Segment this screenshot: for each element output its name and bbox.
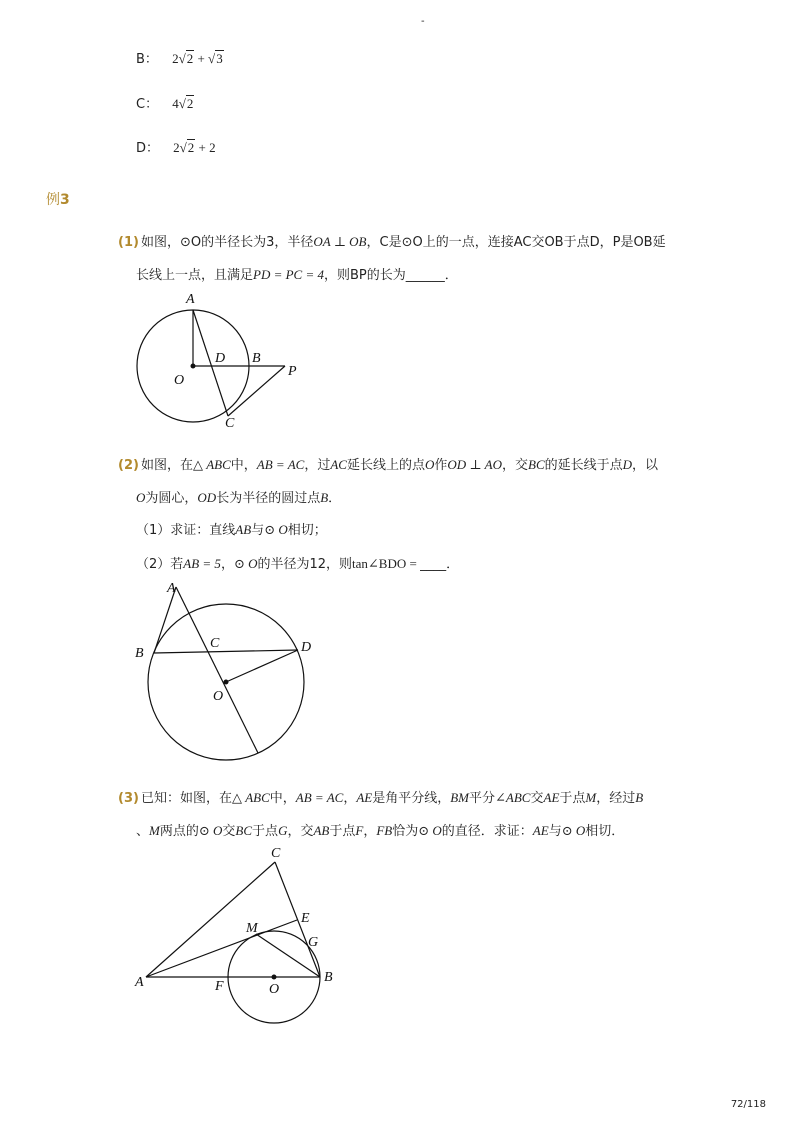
option-letter: D： [136, 141, 160, 156]
option-letter: C： [136, 97, 159, 112]
problem3-figure [125, 838, 355, 1033]
center-dot [191, 364, 196, 369]
problem2-line2: O为圆心，OD长为半径的圆过点B． [136, 490, 342, 506]
segment-bd [154, 650, 298, 653]
label-b: B [324, 970, 333, 985]
answer-blank: ____ [420, 557, 447, 572]
problem2-subq1: （1）求证：直线AB与⊙ O相切； [136, 522, 327, 538]
label-b: B [252, 351, 261, 366]
label-m: M [246, 921, 258, 936]
segment-pc [228, 366, 285, 416]
label-b: B [135, 646, 144, 661]
segment-ac [146, 862, 275, 977]
example-title: 例3 [46, 192, 70, 208]
option-c [136, 93, 194, 112]
label-c: C [271, 846, 281, 861]
label-a: A [167, 581, 176, 596]
label-a: A [186, 292, 195, 307]
problem1-line1: (1) 如图，⊙O的半径长为3，半径OA ⊥ OB，C是⊙O上的一点，连接AC交OB于点D，P是OB延 [118, 234, 666, 250]
segment-ab [154, 587, 176, 653]
label-c: C [225, 416, 235, 431]
label-f: F [215, 979, 224, 994]
problem-number: (3) [118, 791, 139, 806]
segment-ae [146, 920, 297, 977]
line-ao-extended [176, 587, 258, 753]
problem-number: (2) [118, 458, 139, 473]
problem2-figure [130, 575, 330, 765]
label-o: O [174, 373, 185, 388]
problem2-line1: (2) 如图，在△ ABC中，AB = AC，过AC延长线上的点O作OD ⊥ AO，交BC的延长线于点D，以 [118, 457, 659, 473]
label-e: E [301, 911, 310, 926]
page-number: 72/118 [730, 1099, 766, 1110]
problem3-line2: 、M两点的⊙ O交BC于点G，交AB于点F，FB恰为⊙ O的直径．求证：AE与⊙ O相切． [136, 823, 625, 839]
option-expression: 4√2 [172, 96, 194, 111]
problem-number: (1) [118, 235, 139, 250]
option-b [136, 48, 224, 67]
center-dot [224, 680, 229, 685]
label-o: O [213, 689, 224, 704]
answer-blank: ______ [405, 268, 445, 283]
label-g: G [308, 935, 319, 950]
label-d: D [215, 351, 226, 366]
option-expression: 2√2 + √3 [172, 51, 223, 66]
header-mark: - [421, 16, 425, 27]
segment-od [226, 650, 298, 682]
center-dot [272, 975, 277, 980]
label-c: C [210, 636, 220, 651]
label-d: D [301, 640, 312, 655]
label-o: O [269, 982, 280, 997]
option-d [136, 137, 216, 156]
segment-cb [275, 862, 320, 977]
problem3-line1: (3) 已知：如图，在△ ABC中，AB = AC，AE是角平分线，BM平分∠ABC交AE于点M，经过B [118, 790, 644, 806]
option-expression: 2√2 + 2 [173, 140, 216, 155]
label-a: A [135, 975, 144, 990]
option-letter: B： [136, 52, 158, 67]
problem2-subq2: （2）若AB = 5，⊙ O的半径为12，则tan∠BDO = ____． [136, 556, 460, 572]
label-p: P [288, 364, 297, 379]
problem1-line2: 长线上一点，且满足PD = PC = 4，则BP的长为______． [136, 267, 458, 283]
problem1-figure [120, 285, 320, 435]
